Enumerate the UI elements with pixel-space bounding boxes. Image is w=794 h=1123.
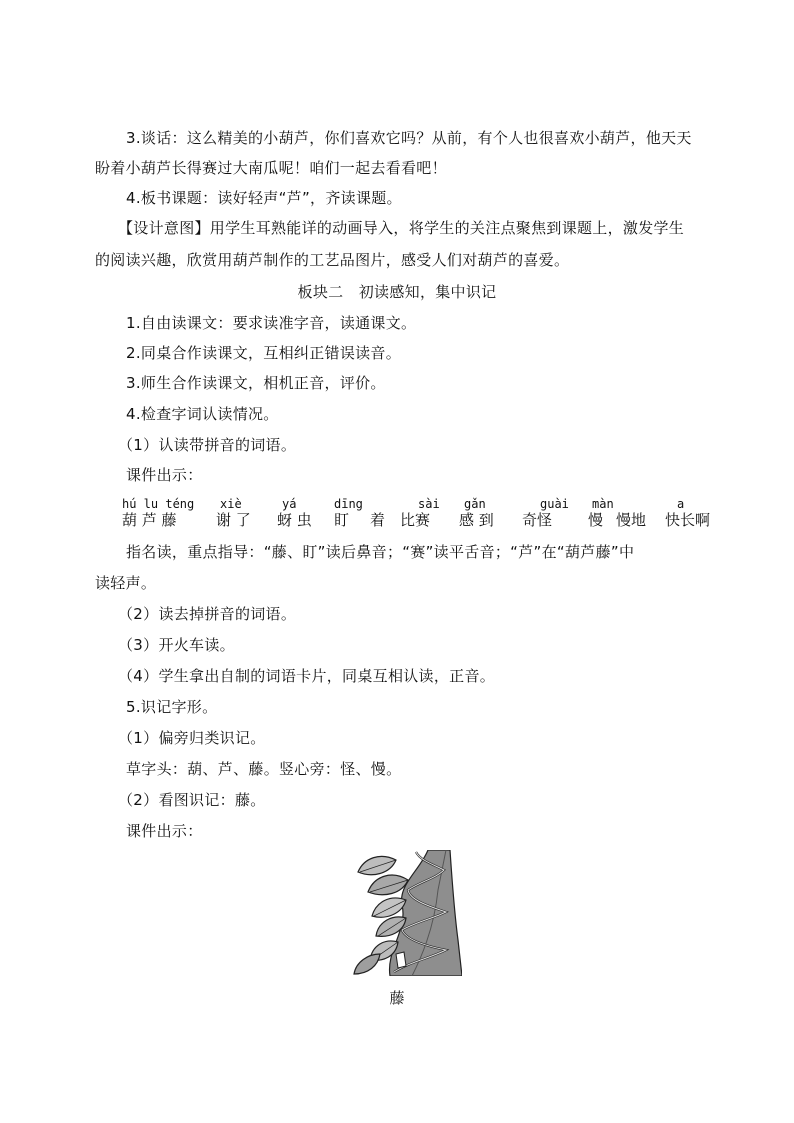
paragraph-line: 盼着小葫芦长得赛过大南瓜呢！咱们一起去看看吧！: [95, 159, 447, 177]
step-line: 5.识记字形。: [126, 698, 218, 716]
substep-line: （2）读去掉拼音的词语。: [118, 605, 297, 623]
vocab-word: 感 到: [459, 511, 494, 529]
vocab-word: 比赛: [400, 511, 431, 529]
pinyin: xiè: [220, 497, 242, 511]
step-line: 4.检查字词认读情况。: [126, 405, 279, 423]
substep-line: （1）偏旁归类识记。: [118, 729, 266, 747]
paragraph-line: 的阅读兴趣，欣赏用葫芦制作的工艺品图片，感受人们对葫芦的喜爱。: [95, 251, 570, 269]
paragraph-line: 指名读，重点指导：“藤、盯”读后鼻音；“赛”读平舌音；“芦”在“葫芦藤”中: [126, 543, 635, 561]
courseware-label: 课件出示：: [126, 822, 203, 840]
paragraph-line: 读轻声。: [95, 574, 157, 592]
step-line: 1.自由读课文：要求读准字音，读通课文。: [126, 314, 417, 332]
pinyin: gǎn: [464, 497, 486, 511]
pinyin: hú lu téng: [122, 497, 195, 511]
vocab-word: 慢地: [616, 511, 647, 529]
step-line: 2.同桌合作读课文，互相纠正错误读音。: [126, 344, 402, 362]
vocab-word: 蚜 虫: [277, 511, 312, 529]
vocab-word: 快长啊: [665, 511, 711, 529]
substep-line: （1）认读带拼音的词语。: [118, 436, 297, 454]
vocab-word: 慢: [588, 511, 604, 529]
vine-drawing: [350, 850, 462, 976]
paragraph-line: 4.板书课题：读好轻声“芦”，齐读课题。: [126, 189, 402, 207]
pinyin: màn: [592, 497, 614, 511]
vocab-word: 盯: [334, 511, 350, 529]
paragraph-line: 草字头：葫、芦、藤。竖心旁：怪、慢。: [126, 760, 402, 778]
pinyin: sài: [418, 497, 440, 511]
pinyin: guài: [540, 497, 569, 511]
vocab-word: 谢 了: [216, 511, 251, 529]
step-line: 3.师生合作读课文，相机正音，评价。: [126, 374, 386, 392]
paragraph-line: 3.谈话：这么精美的小葫芦，你们喜欢它吗？从前，有个人也很喜欢小葫芦，他天天: [126, 129, 692, 147]
section-title: 板块二 初读感知，集中识记: [297, 283, 497, 301]
pinyin: yá: [282, 497, 297, 511]
figure-caption: 藤: [389, 989, 405, 1007]
substep-line: （2）看图识记：藤。: [118, 791, 266, 809]
substep-line: （4）学生拿出自制的词语卡片，同桌互相认读，正音。: [118, 667, 496, 685]
pinyin: a: [677, 497, 685, 511]
pinyin: dīng: [334, 497, 363, 511]
vocab-word: 着: [370, 511, 386, 529]
vocab-word: 葫 芦 藤: [122, 511, 177, 529]
vocab-word: 奇怪: [522, 511, 553, 529]
design-intent-line: 【设计意图】用学生耳熟能详的动画导入，将学生的关注点聚焦到课题上，激发学生: [118, 219, 685, 237]
substep-line: （3）开火车读。: [118, 636, 235, 654]
vine-illustration: [350, 850, 462, 976]
courseware-label: 课件出示：: [126, 466, 203, 484]
